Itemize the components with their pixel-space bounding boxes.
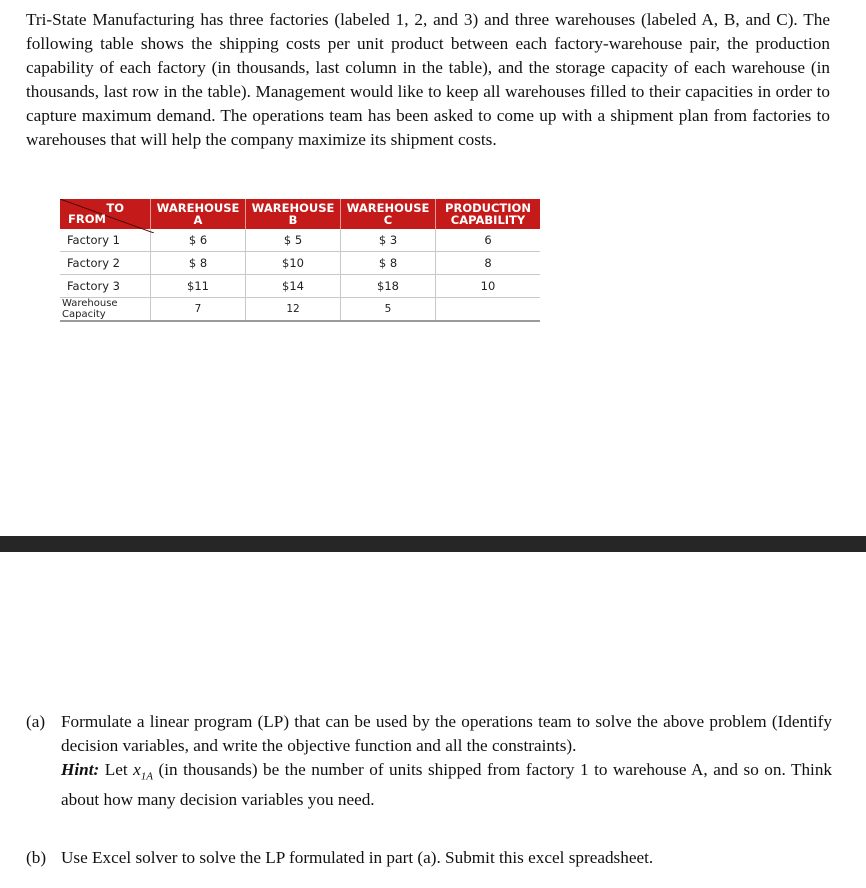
corner-from-label: FROM — [68, 212, 106, 226]
hint-before: Let — [104, 760, 128, 779]
header-line2: A — [193, 213, 203, 227]
question-a-label: (a) — [26, 712, 46, 731]
header-line1: PRODUCTION — [445, 201, 531, 215]
cost-cell: $ 6 — [151, 229, 246, 252]
capacity-cell: 5 — [341, 298, 436, 322]
table-row — [60, 252, 540, 275]
header-line1: WAREHOUSE — [346, 201, 430, 215]
cost-cell: $ 8 — [151, 252, 246, 275]
row-label: Factory 1 — [60, 229, 151, 252]
question-b-label: (b) — [26, 848, 47, 867]
capacity-cell: 12 — [246, 298, 341, 322]
question-a-hint — [61, 758, 832, 812]
table-row — [60, 275, 540, 298]
cost-cell: $ 3 — [341, 229, 436, 252]
table-corner-cell — [60, 199, 151, 229]
row-label: Warehouse Capacity — [60, 298, 151, 322]
question-b — [26, 846, 832, 870]
row-label: Factory 3 — [60, 275, 151, 298]
hint-label: Hint: — [61, 760, 100, 779]
page-divider-band — [0, 536, 866, 552]
header-line1: WAREHOUSE — [156, 201, 240, 215]
row-label: Factory 2 — [60, 252, 151, 275]
header-warehouse-c — [341, 199, 436, 229]
capability-cell: 10 — [436, 275, 541, 298]
capacity-cell: 7 — [151, 298, 246, 322]
cost-cell: $11 — [151, 275, 246, 298]
header-line2: B — [288, 213, 298, 227]
header-production-capability — [436, 199, 541, 229]
question-b-text: Use Excel solver to solve the LP formulated in part (a). Submit this excel spreadsheet. — [61, 848, 654, 867]
hint-after: (in thousands) be the number of units shipped from factory 1 to warehouse A, and so on. Think about how many decision variables you need. — [61, 760, 833, 810]
question-a-text: Formulate a linear program (LP) that can be used by the operations team to solve the above problem (Identify decision variables, and write the objective function and all the constraints). — [61, 712, 832, 755]
cost-cell: $ 5 — [246, 229, 341, 252]
corner-to-label: TO — [106, 201, 124, 215]
empty-cell — [436, 298, 541, 322]
header-warehouse-b — [246, 199, 341, 229]
warehouse-capacity-row — [60, 298, 540, 322]
cost-cell: $10 — [246, 252, 341, 275]
header-line1: WAREHOUSE — [251, 201, 335, 215]
question-a — [26, 710, 832, 812]
header-line2: C — [383, 213, 393, 227]
header-warehouse-a — [151, 199, 246, 229]
shipping-cost-table — [60, 199, 540, 322]
cost-cell: $14 — [246, 275, 341, 298]
hint-variable: $x_{1A}$ — [133, 760, 153, 783]
header-line2: CAPABILITY — [450, 213, 526, 227]
capability-cell: 8 — [436, 252, 541, 275]
cost-cell: $18 — [341, 275, 436, 298]
table-header-row — [60, 199, 540, 229]
problem-statement: Tri-State Manufacturing has three factories (labeled 1, 2, and 3) and three warehouses (labeled A, B, and C). The following table shows the shipping costs per unit product between each factory-warehouse pair, the production capability of each factory (in thousands, last column in the table), and the storage capacity of each warehouse (in thousands, last row in the table). Management would like to keep all warehouses filled to their capacities in order to capture maximum demand. The operations team has been asked to come up with a shipment plan from factories to warehouses that will help the company maximize its shipment costs. — [26, 10, 830, 149]
cost-cell: $ 8 — [341, 252, 436, 275]
capability-cell: 6 — [436, 229, 541, 252]
question-a-body — [61, 710, 832, 812]
